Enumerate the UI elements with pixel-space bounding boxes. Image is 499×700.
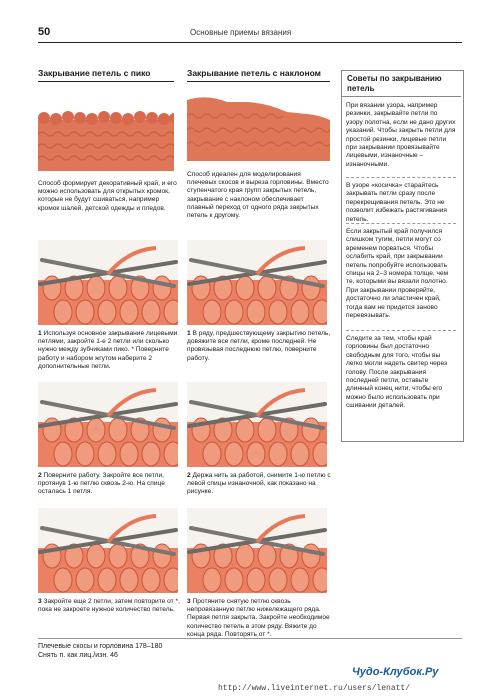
sloped-step-3-caption — [187, 598, 333, 639]
step-number: 1 — [38, 330, 42, 337]
picot-step-1-illustration — [38, 240, 178, 325]
page-number: 50 — [38, 26, 51, 38]
column-1-title: Закрывание петель с пико — [38, 68, 174, 82]
step-number: 1 — [187, 330, 191, 337]
step-text: Протяните снятую петлю сквозь непровязанную петлю нижележащего ряда. Первая петля закрыта. Закройте необходимое количество петель в этом ряду. Вяжите до конца ряда. Повторять от *. — [187, 598, 330, 638]
step-text: Держа нить за работой, снимите 1-ю петлю с левой спицы изнаночной, как показано на рисунке. — [187, 472, 331, 496]
sloped-step-1-illustration — [187, 240, 327, 325]
sloped-edge-swatch-photo — [187, 90, 330, 161]
sloped-step-2-caption — [187, 472, 333, 497]
tip-divider — [346, 223, 456, 224]
column-1-intro: Способ формирует декоративный край, и его можно использовать для открытых кромок, которые не будут сшиваться, например кромок шалей, детской одежды и пледов. — [38, 180, 177, 212]
section-title: Основные приемы вязания — [190, 28, 292, 37]
picot-step-3-illustration — [38, 508, 178, 593]
step-number: 2 — [38, 472, 42, 479]
step-number: 3 — [187, 598, 191, 605]
tip-3: Если закрытый край получился слишком тугим, петли могут со временем порваться. Чтобы ослабить край, при закрывании петель попробуйте использовать спицы на 2–3 номера толще, чем те, которыми вы вязали полотно. При закрывании проверяйте, достаточно ли эластичен край, тогда вам не придется заново перевязывать. — [346, 228, 449, 320]
tip-divider — [346, 330, 456, 331]
step-number: 2 — [187, 472, 191, 479]
sloped-step-3-illustration — [187, 508, 327, 593]
step-text: Используя основное закрывание лицевыми петлями, закройте 1-е 2 петли или сколько нужно между зубчиками пико. * Поверните работу и набором жгутом наберите 2 дополнительные петли. — [38, 330, 178, 370]
step-text: В ряду, предшествующему закрытию петель, довяжите все петли, кроме последней. Не провязывая последнюю петлю, поверните работу. — [187, 330, 331, 362]
step-number: 3 — [38, 598, 42, 605]
tip-1: При вязании узора, например резинки, закрывайте петли по узору полотна, если не дано других указаний. Чтобы закрыть петли для простой резинки, лицевые петли при закрывании провязывайте лицевыми, изнаночные – изнаночными. — [346, 102, 456, 168]
step-text: Закройте еще 2 петли, затем повторите от *, пока не закроете нужное количество петель. — [38, 598, 180, 614]
footer-rule — [38, 638, 462, 639]
watermark-logo: Чудо-Клубок.Ру — [352, 666, 439, 678]
tip-2: В узоре «косичка» старайтесь закрывать петли сразу после перекрещивания петель. Это не позволит избежать растягивания петель. — [346, 182, 447, 223]
footer-crossref-1: Плечевые скосы и горловина 178–180 — [38, 643, 163, 650]
picot-step-2-illustration — [38, 382, 178, 467]
picot-step-2-caption — [38, 472, 180, 497]
picot-step-1-caption — [38, 330, 180, 371]
sloped-step-1-caption — [187, 330, 333, 363]
tips-title: Советы по закрыванию петель — [342, 71, 461, 97]
sloped-step-2-illustration — [187, 382, 327, 467]
footer-crossref-2: Снять п. как лиц./изн. 46 — [38, 652, 118, 659]
source-url: http://www.liveinternet.ru/users/lenatt/ — [218, 684, 411, 693]
step-text: Поверните работу. Закройте все петли, протянув 1-ю петлю сквозь 2-ю. На спице осталась 1 петля. — [38, 472, 165, 496]
column-2-title: Закрывание петель с наклоном — [187, 68, 330, 82]
picot-edge-swatch-photo — [38, 96, 174, 171]
tip-divider — [346, 177, 456, 178]
picot-step-3-caption — [38, 598, 180, 614]
column-2-intro: Способ идеален для моделирования плечевых скосов и выреза горловины. Вместо ступенчатого края групп закрытых петель, закрывание с наклоном обеспечивает плавный переход от одного ряда закрытых петель к другому. — [187, 171, 329, 220]
tip-4: Следите за тем, чтобы край горловины был достаточно свободным для того, чтобы вы легко могли надеть свитер через голову. После закрывания последней петли, оставьте длинный конец нити, чтобы его можно было использовать при сшивании деталей. — [346, 335, 448, 410]
header-rule — [38, 42, 462, 43]
